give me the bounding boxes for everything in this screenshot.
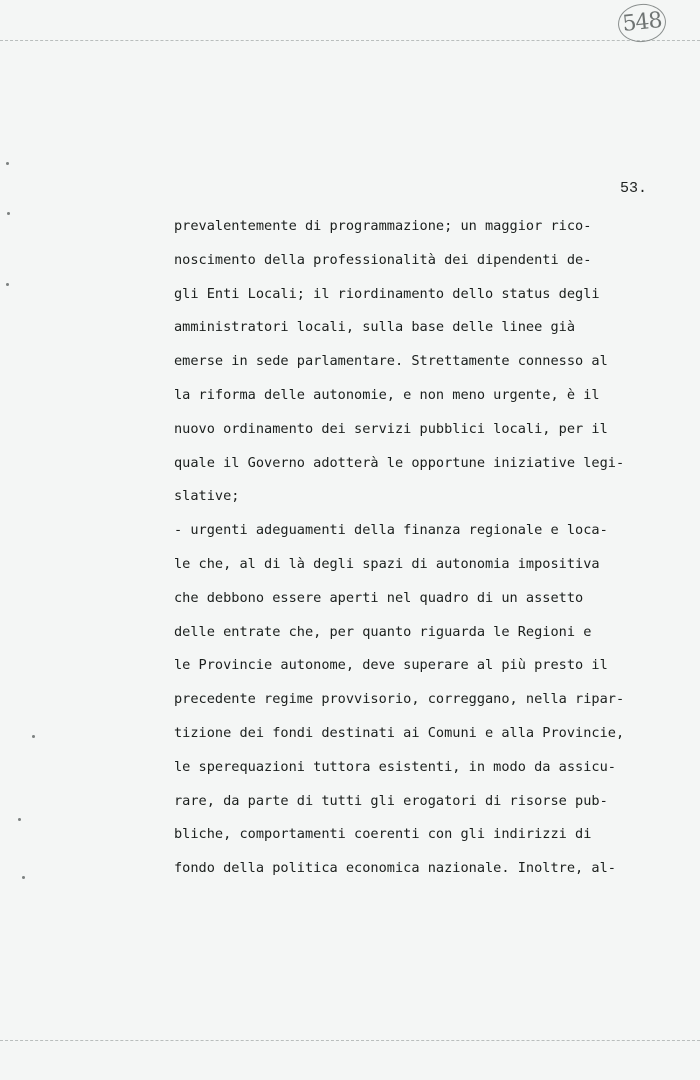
scan-speck xyxy=(6,283,9,286)
text-line: che debbono essere aperti nel quadro di un assetto xyxy=(174,589,584,606)
text-line: le Provincie autonome, deve superare al più presto il xyxy=(174,657,608,674)
text-line: delle entrate che, per quanto riguarda le Regioni e xyxy=(174,623,592,640)
text-line: prevalentemente di programmazione; un maggior rico- xyxy=(174,218,592,234)
scan-speck xyxy=(22,876,25,879)
scan-speck xyxy=(7,212,10,215)
text-line: amministratori locali, sulla base delle linee già xyxy=(174,319,576,336)
text-line: quale il Governo adotterà le opportune iniziative legi- xyxy=(174,454,625,471)
text-line: noscimento della professionalità dei dipendenti de- xyxy=(174,251,592,268)
scan-speck xyxy=(18,818,21,821)
scan-speck xyxy=(32,735,35,738)
handwritten-page-stamp: 548 xyxy=(616,2,668,45)
text-line: rare, da parte di tutti gli erogatori di risorse pub- xyxy=(174,792,608,809)
text-line: - urgenti adeguamenti della finanza regionale e loca- xyxy=(174,522,608,539)
text-line: slative; xyxy=(174,488,240,505)
text-line: le sperequazioni tuttora esistenti, in modo da assicu- xyxy=(174,758,616,775)
text-line: le che, al di là degli spazi di autonomia impositiva xyxy=(174,555,600,572)
text-line: la riforma delle autonomie, e non meno urgente, è il xyxy=(174,386,600,403)
text-line: fondo della politica economica nazionale. Inoltre, al- xyxy=(174,860,616,877)
text-line: bliche, comportamenti coerenti con gli indirizzi di xyxy=(174,826,592,843)
text-line: emerse in sede parlamentare. Strettamente connesso al xyxy=(174,353,608,370)
top-scan-border xyxy=(0,40,700,41)
scan-speck xyxy=(6,162,9,165)
text-line: tizione dei fondi destinati ai Comuni e alla Provincie, xyxy=(174,724,625,741)
document-body xyxy=(174,210,674,886)
bottom-scan-border xyxy=(0,1040,700,1041)
page-number: 53. xyxy=(620,180,648,197)
text-line: gli Enti Locali; il riordinamento dello status degli xyxy=(174,285,600,302)
text-line: precedente regime provvisorio, correggano, nella ripar- xyxy=(174,691,625,708)
text-line: nuovo ordinamento dei servizi pubblici locali, per il xyxy=(174,420,608,437)
